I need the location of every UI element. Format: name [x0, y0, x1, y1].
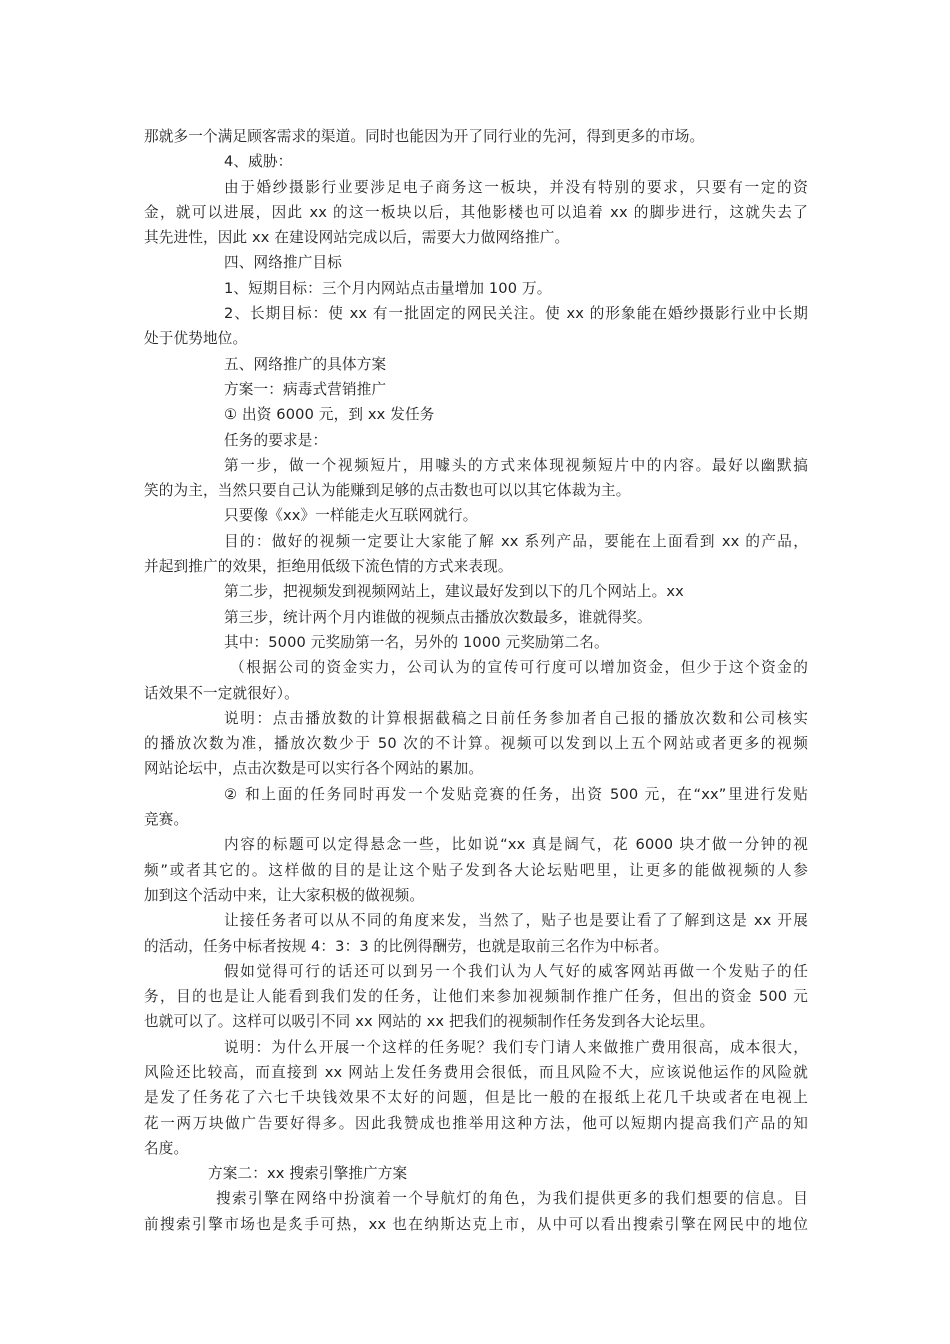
- text-line: 风险还比较高，而直接到 xx 网站上发任务费用会很低，而且风险不大，应该说他运作的风险就: [144, 1063, 808, 1081]
- text-line: 名度。: [144, 1139, 189, 1157]
- text-line: 其先进性，因此 xx 在建设网站完成以后，需要大力做网络推广。: [144, 229, 570, 247]
- text-line: 内容的标题可以定得悬念一些，比如说“xx 真是阔气，花 6000 块才做一分钟的视: [224, 836, 808, 854]
- text-line: 频”或者其它的。这样做的目的是让这个贴子发到各大论坛贴吧里，让更多的能做视频的人参: [144, 861, 808, 879]
- text-line: 也就可以了。这样可以吸引不同 xx 网站的 xx 把我们的视频制作任务发到各大论坛里。: [144, 1013, 715, 1031]
- text-line: 务，目的也是让人能看到我们发的任务，让他们来参加视频制作推广任务，但出的资金 500 元: [144, 988, 808, 1006]
- text-line: ② 和上面的任务同时再发一个发贴竞赛的任务，出资 500 元，在“xx”里进行发贴: [224, 785, 808, 803]
- text-line: 任务的要求是：: [224, 431, 328, 449]
- text-line: 的播放次数为准，播放次数少于 50 次的不计算。视频可以发到以上五个网站或者更多的视频: [144, 735, 808, 753]
- text-line: 2、长期目标：使 xx 有一批固定的网民关注。使 xx 的形象能在婚纱摄影行业中长期: [224, 305, 808, 323]
- text-line: 1、短期目标：三个月内网站点击量增加 100 万。: [224, 279, 552, 297]
- text-line: 方案一：病毒式营销推广: [224, 380, 387, 398]
- text-line: 五、网络推广的具体方案: [224, 355, 387, 373]
- text-line: 的活动，任务中标者按规 4：3：3 的比例得酬劳，也就是取前三名作为中标者。: [144, 937, 669, 955]
- text-line: 其中：5000 元奖励第一名，另外的 1000 元奖励第二名。: [224, 633, 609, 651]
- text-line: 搜索引擎在网络中扮演着一个导航灯的角色，为我们提供更多的我们想要的信息。目: [216, 1190, 808, 1208]
- text-line: 加到这个活动中来，让大家积极的做视频。: [144, 886, 425, 904]
- text-line: ① 出资 6000 元，到 xx 发任务: [224, 406, 435, 424]
- text-line: 四、网络推广目标: [224, 254, 342, 272]
- text-line: 第二步，把视频发到视频网站上，建议最好发到以下的几个网站上。xx: [224, 583, 684, 601]
- text-line: 第一步，做一个视频短片，用噱头的方式来体现视频短片中的内容。最好以幽默搞: [224, 456, 808, 474]
- text-line: 网站论坛中，点击次数是可以实行各个网站的累加。: [144, 760, 484, 778]
- text-line: 并起到推广的效果，拒绝用低级下流色情的方式来表现。: [144, 558, 513, 576]
- document-body: [144, 124, 808, 1237]
- text-line: 只要像《xx》一样能走火互联网就行。: [224, 507, 478, 525]
- text-line: 笑的为主，当然只要自己认为能赚到足够的点击数也可以以其它体裁为主。: [144, 482, 631, 500]
- text-line: 方案二：xx 搜索引擎推广方案: [208, 1165, 408, 1183]
- text-line: 说明：为什么开展一个这样的任务呢？我们专门请人来做推广费用很高，成本很大，: [224, 1038, 808, 1056]
- text-line: （根据公司的资金实力，公司认为的宣传可行度可以增加资金，但少于这个资金的: [230, 659, 808, 677]
- text-line: 话效果不一定就很好）。: [144, 684, 299, 702]
- text-line: 金，就可以进展，因此 xx 的这一板块以后，其他影楼也可以追着 xx 的脚步进行，这就失去了: [144, 203, 808, 221]
- text-line: 是发了任务花了六七千块钱效果不太好的问题，但是比一般的在报纸上花几千块或者在电视上: [144, 1089, 808, 1107]
- text-line: 前搜索引擎市场也是炙手可热，xx 也在纳斯达克上市，从中可以看出搜索引擎在网民中的地位: [144, 1215, 808, 1233]
- text-line: 花一两万块做广告要好得多。因此我赞成也推举用这种方法，他可以短期内提高我们产品的知: [144, 1114, 808, 1132]
- text-line: 说明：点击播放数的计算根据截稿之日前任务参加者自己报的播放次数和公司核实: [224, 709, 808, 727]
- text-line: 第三步，统计两个月内谁做的视频点击播放次数最多，谁就得奖。: [224, 608, 652, 626]
- text-line: 竞赛。: [144, 811, 189, 829]
- text-line: 由于婚纱摄影行业要涉足电子商务这一板块，并没有特别的要求，只要有一定的资: [224, 178, 808, 196]
- text-line: 假如觉得可行的话还可以到另一个我们认为人气好的威客网站再做一个发贴子的任: [224, 962, 808, 980]
- text-line: 那就多一个满足顾客需求的渠道。同时也能因为开了同行业的先河，得到更多的市场。: [144, 128, 705, 145]
- text-line: 目的：做好的视频一定要让大家能了解 xx 系列产品，要能在上面看到 xx 的产品，: [224, 532, 808, 550]
- text-line: 4、威胁：: [224, 153, 293, 171]
- text-line: 处于优势地位。: [144, 330, 248, 348]
- text-line: 让接任务者可以从不同的角度来发，当然了，贴子也是要让看了了解到这是 xx 开展: [224, 912, 808, 930]
